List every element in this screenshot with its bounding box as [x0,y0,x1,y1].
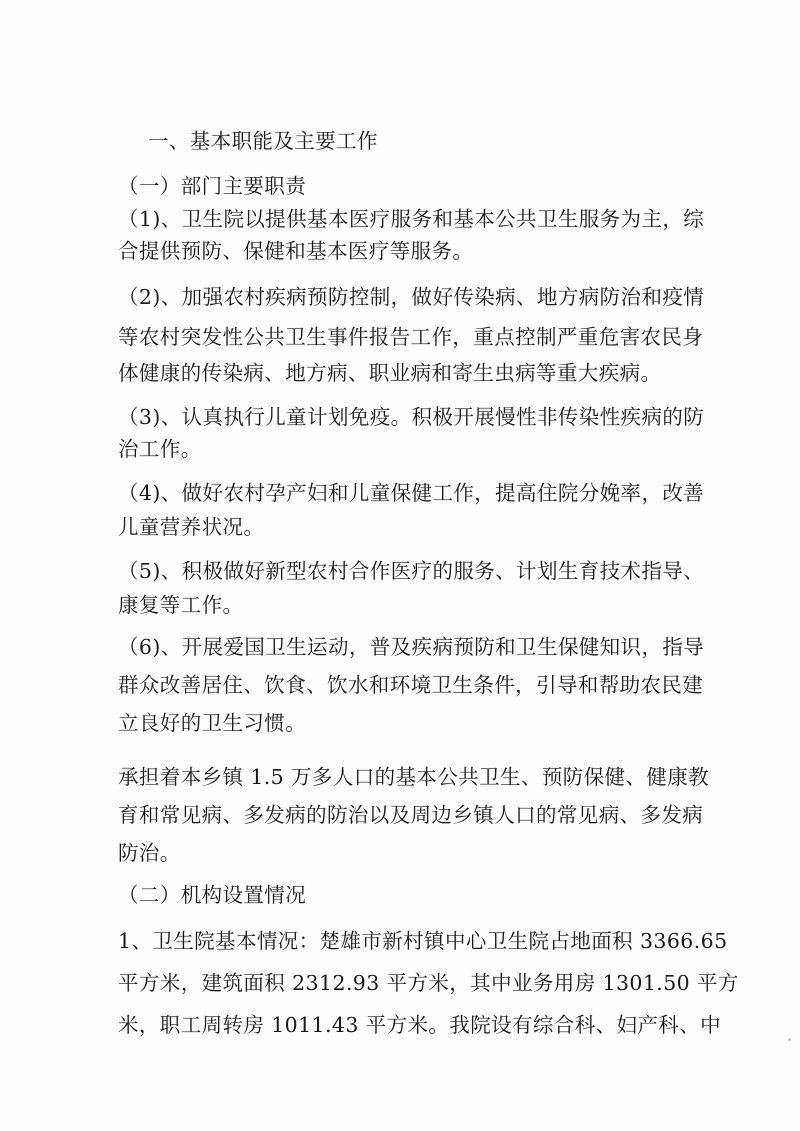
duty-5-line-2: 康复等工作。 [118,593,244,617]
duty-3-line-2: 治工作。 [118,437,202,461]
section-heading: 一、基本职能及主要工作 [148,129,378,153]
duty-1-line-1: （1)、卫生院以提供基本医疗服务和基本公共卫生服务为主，综 [118,207,705,231]
summary-line-1: 承担着本乡镇 1.5 万多人口的基本公共卫生、预防保健、健康教 [118,765,710,789]
org-line-1: 1、卫生院基本情况：楚雄市新村镇中心卫生院占地面积 3366.65 [118,929,728,953]
duty-6-line-2: 群众改善居住、饮食、饮水和环境卫生条件，引导和帮助农民建 [118,673,704,697]
duty-4-line-2: 儿童营养状况。 [118,515,265,539]
duty-3-line-1: （3)、认真执行儿童计划免疫。积极开展慢性非传染性疾病的防 [118,405,705,429]
scan-speck [788,1038,791,1041]
subsection-title-duties: （一）部门主要职责 [118,174,307,198]
duty-2-line-1: （2)、加强农村疾病预防控制，做好传染病、地方病防治和疫情 [118,285,705,309]
duty-2-line-3: 体健康的传染病、地方病、职业病和寄生虫病等重大疾病。 [118,361,662,385]
duty-1-line-2: 合提供预防、保健和基本医疗等服务。 [118,239,474,263]
summary-line-3: 防治。 [118,841,181,865]
org-line-2: 平方米，建筑面积 2312.93 平方米，其中业务用房 1301.50 平方 [118,971,739,995]
duty-4-line-1: （4)、做好农村孕产妇和儿童保健工作，提高住院分娩率，改善 [118,481,705,505]
org-line-3: 米，职工周转房 1011.43 平方米。我院设有综合科、妇产科、中 [118,1013,722,1037]
duty-6-line-3: 立良好的卫生习惯。 [118,711,307,735]
duty-2-line-2: 等农村突发性公共卫生事件报告工作，重点控制严重危害农民身 [118,325,704,349]
summary-line-2: 育和常见病、多发病的防治以及周边乡镇人口的常见病、多发病 [118,803,704,827]
subsection-title-organization: （二）机构设置情况 [118,883,307,907]
duty-5-line-1: （5)、积极做好新型农村合作医疗的服务、计划生育技术指导、 [118,559,705,583]
duty-6-line-1: （6)、开展爱国卫生运动，普及疾病预防和卫生保健知识，指导 [118,635,705,659]
